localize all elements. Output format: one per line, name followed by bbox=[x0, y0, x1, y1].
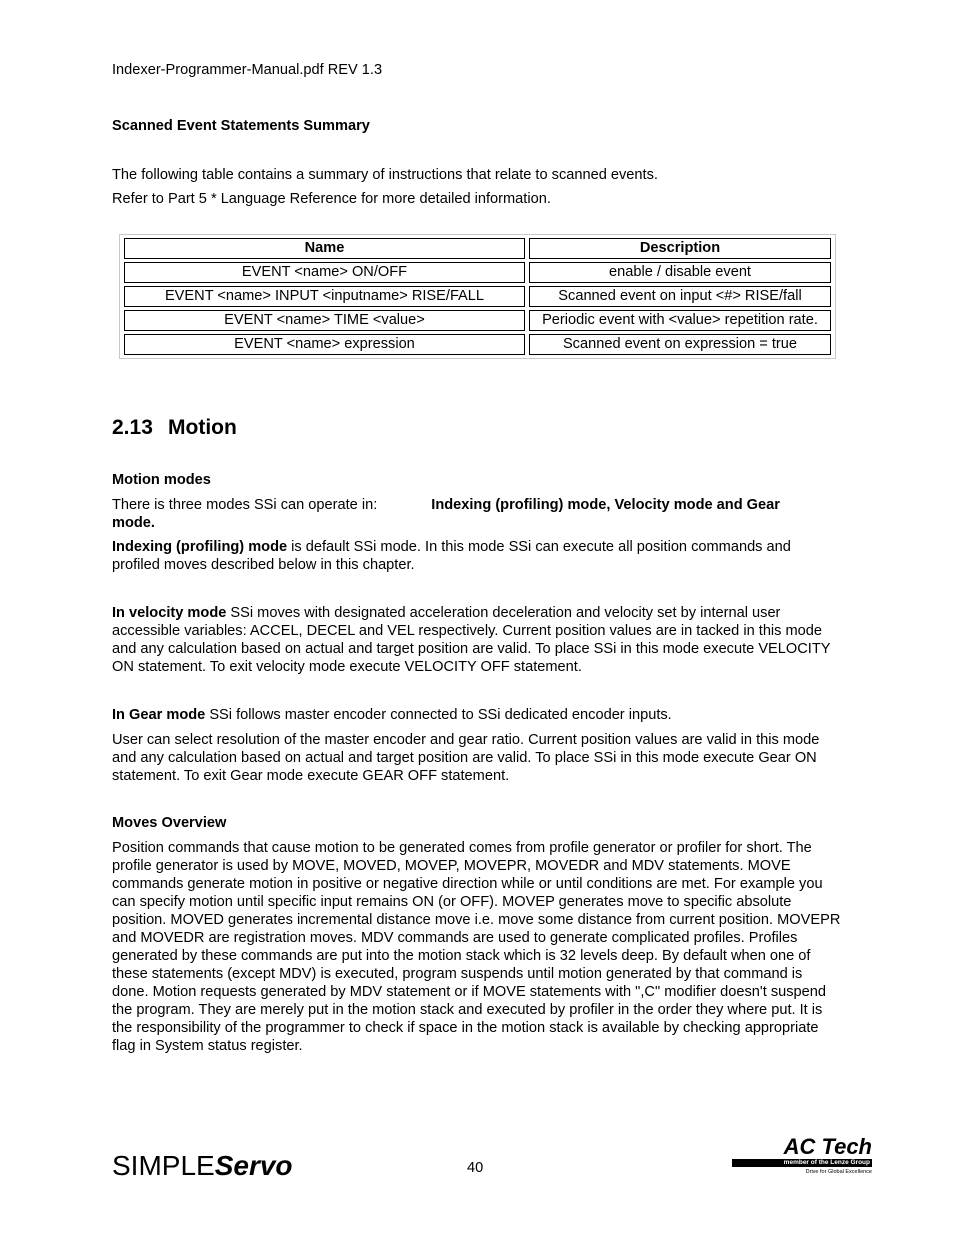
summary-heading: Scanned Event Statements Summary bbox=[112, 118, 370, 134]
logo-servo-text: Servo bbox=[214, 1150, 293, 1181]
summary-intro-line2: Refer to Part 5 * Language Reference for more detailed information. bbox=[112, 191, 551, 207]
table-row bbox=[124, 334, 831, 355]
table-cell-description: Periodic event with <value> repetition rate. bbox=[529, 310, 831, 331]
modes-intro-bold-end: mode. bbox=[112, 515, 155, 531]
table-cell-description: enable / disable event bbox=[529, 262, 831, 283]
section-title-text: Motion bbox=[168, 416, 237, 439]
column-header-name: Name bbox=[124, 238, 525, 259]
table-cell-name: EVENT <name> ON/OFF bbox=[124, 262, 525, 283]
table-row bbox=[124, 262, 831, 283]
velocity-mode-term: In velocity mode bbox=[112, 605, 227, 621]
indexing-mode-term: Indexing (profiling) mode bbox=[112, 539, 288, 555]
section-number: 2.13 bbox=[112, 416, 153, 439]
table-cell-name: EVENT <name> expression bbox=[124, 334, 525, 355]
actech-member-text: member of the Lenze Group bbox=[783, 1159, 870, 1166]
velocity-mode-paragraph bbox=[112, 604, 842, 676]
section-title bbox=[112, 416, 237, 440]
gear-mode-paragraph bbox=[112, 706, 842, 724]
table-cell-description: Scanned event on expression = true bbox=[529, 334, 831, 355]
page-number: 40 bbox=[467, 1160, 484, 1176]
modes-intro-bold: Indexing (profiling) mode, Velocity mode and Gear bbox=[431, 497, 780, 513]
summary-intro-line1: The following table contains a summary of instructions that relate to scanned events. bbox=[112, 167, 658, 183]
indexing-mode-paragraph bbox=[112, 538, 842, 574]
moves-overview-heading: Moves Overview bbox=[112, 815, 227, 831]
actech-logo-text: AC Tech bbox=[783, 1134, 872, 1159]
column-header-description: Description bbox=[529, 238, 831, 259]
velocity-mode-text: SSi moves with designated acceleration deceleration and velocity set by internal user accessible variables: ACCEL, DECEL and VEL respectively. Current position values are in tacked in this mode and any calculation based on actual and target position are valid. To place SSi in this mode execute VELOCITY ON statement. To exit velocity mode execute VELOCITY OFF statement. bbox=[112, 605, 831, 675]
actech-tagline: Drive for Global Excellence bbox=[805, 1169, 872, 1175]
gear-mode-term: In Gear mode bbox=[112, 707, 206, 723]
table-row bbox=[124, 286, 831, 307]
simpleservo-logo bbox=[112, 1150, 293, 1182]
table-cell-name: EVENT <name> TIME <value> bbox=[124, 310, 525, 331]
table-cell-name: EVENT <name> INPUT <inputname> RISE/FALL bbox=[124, 286, 525, 307]
indexing-mode-text: is default SSi mode. In this mode SSi can execute all position commands and profiled moves described below in this chapter. bbox=[112, 539, 791, 573]
logo-simple-text: SIMPLE bbox=[112, 1150, 215, 1181]
document-header: Indexer-Programmer-Manual.pdf REV 1.3 bbox=[112, 62, 383, 78]
table-cell-description: Scanned event on input <#> RISE/fall bbox=[529, 286, 831, 307]
actech-member-bar bbox=[732, 1159, 872, 1167]
moves-overview-paragraph: Position commands that cause motion to be generated comes from profile generator or profiler for short. The profile generator is used by MOVE, MOVED, MOVEP, MOVEPR, MOVEDR and MDV statements. MOVE commands generate motion in positive or negative direction while or until conditions are met. For example you can specify motion until specific input remains ON (or OFF). MOVEP generates move to specific absolute position. MOVED generates incremental distance move i.e. move some distance from current position. MOVEPR and MOVEDR are registration moves. MDV commands are used to generate complicated profiles. Profiles generated by these commands are put into the motion stack which is 32 levels deep. By default when one of these statements (except MDV) is executed, program suspends until motion generated by that command is done. Motion requests generated by MDV statement or if MOVE statements with ",C" modifier doesn't suspend the program. They are merely put in the motion stack and executed by profiler in the order they where put. It is the responsibility of the programmer to check if space in the motion stack is available by checking appropriate flag in System status register. bbox=[112, 840, 841, 1054]
gear-mode-details-paragraph: User can select resolution of the master encoder and gear ratio. Current position values are valid in this mode and any calculation based on actual and target position are valid. To place SSi in this mode execute Gear ON statement. To exit Gear mode execute GEAR OFF statement. bbox=[112, 732, 820, 784]
table-row bbox=[124, 310, 831, 331]
modes-intro-paragraph bbox=[112, 496, 842, 532]
motion-modes-heading: Motion modes bbox=[112, 472, 211, 488]
modes-intro-text: There is three modes SSi can operate in: bbox=[112, 497, 378, 513]
scanned-event-table bbox=[119, 234, 836, 359]
actech-logo bbox=[732, 1136, 872, 1180]
table-header-row bbox=[124, 238, 831, 259]
gear-mode-text: SSi follows master encoder connected to SSi dedicated encoder inputs. bbox=[205, 707, 672, 723]
